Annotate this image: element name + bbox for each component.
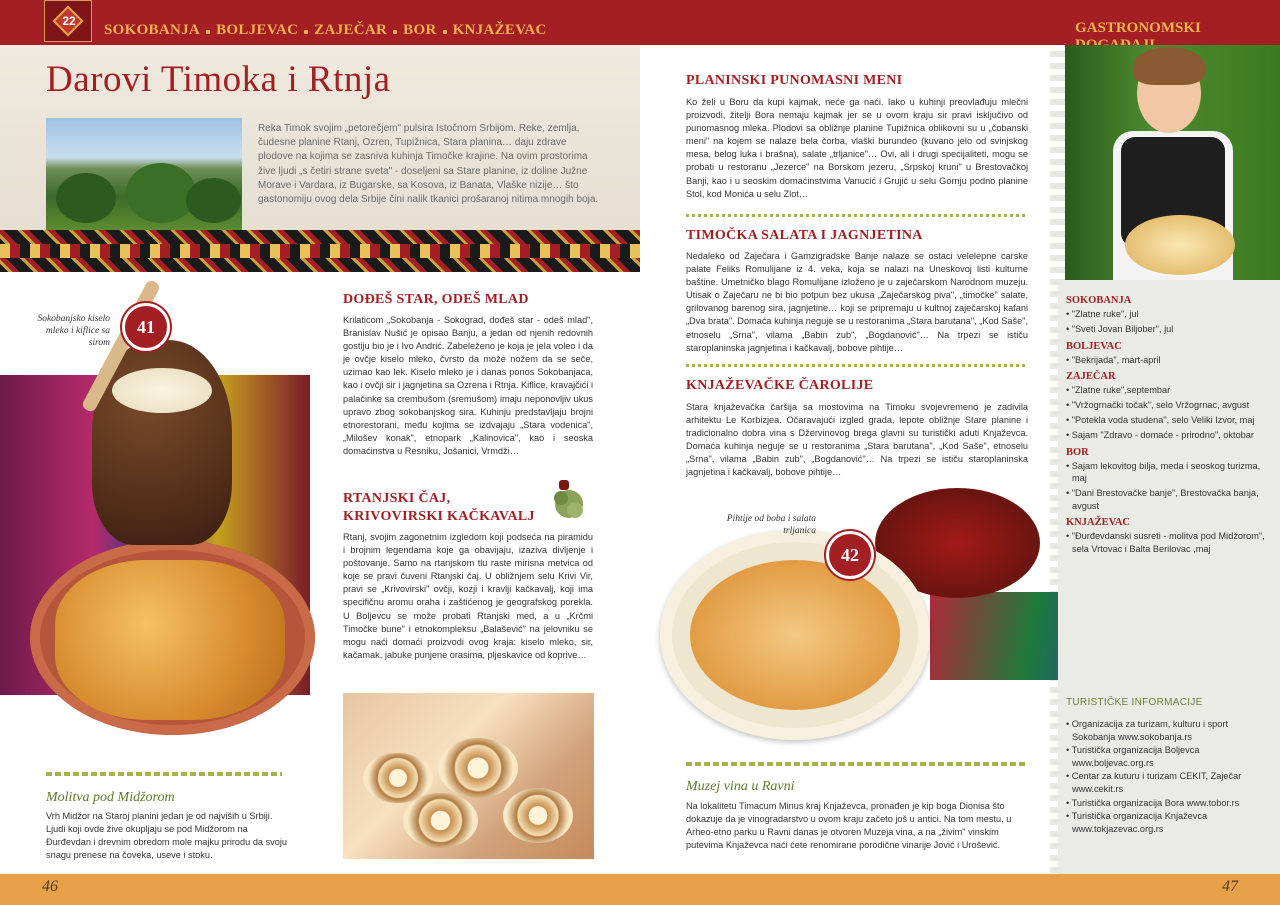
kiflice-photo	[55, 560, 285, 720]
event-region: ZAJEČAR	[1066, 371, 1116, 383]
section-text-dodjes-star: Krilaticom „Sokobanja - Sokograd, dođeš star - odeš mlad", Branislav Nušić je opisao Banju, a jedan od njenih redovnih gostiju bio je i Ivo Andrić. Zabeleženo je koja je jela voleo i da je ovčje kiselo mleko, čvrsto da može nožem da se seče, uzimao kao lek. Kiselo mleko je i danas ponos Sokobanjaca, kao i ovčji sir i jagnjetina sa Ozrena i Rtnja. Kiflice, kravajčići i palačinke sa crembušom (sremušom) imaju neponovljiv ukus upravo zbog sokobanjskog sira. Kuhinju predstavljaju brojni etnorestorani, među kojima se izdvajaju „Stara vodenica", „Milošev konak", etnopark „Kalinovica", kao i seoska domaćinstva u Resniku, Jošanici, Vrmdži…	[343, 315, 593, 456]
section-title-knjazevacke-carolije: KNJAŽEVAČKE ČAROLIJE	[686, 378, 874, 393]
nav-item-sokobanja[interactable]: SOKOBANJA	[104, 22, 201, 38]
tourist-info-item: • Centar za kuturu i turizam CEKIT, Zaječar www.cekit.rs	[1066, 771, 1242, 794]
caption-41: Sokobanjsko kiselo mleko i kiflice sa sirom	[37, 314, 110, 348]
tourist-info-item: • Turistička organizacija Bora www.tobor.rs	[1066, 797, 1240, 808]
region-nav	[104, 22, 547, 40]
landscape-photo	[46, 118, 242, 230]
section-title-planinski-meni: PLANINSKI PUNOMASNI MENI	[686, 73, 903, 88]
event-item: • "Vržogrnački točak", selo Vržogrnac, avgust	[1066, 400, 1250, 411]
section-text-planinski-meni: Ko želi u Boru da kupi kajmak, neće ga naći. Iako u kuhinji preovlađuju mlečni proizvodi, žitelji Bora nemaju kajmak jer se u ovom kraju sir pravi isključivo od punomasnog mleka. Plodovi sa obližnje planine Tupižnica oblikovni su u „čobanski meni" na kojem se nalaze bela čorba, vlaški burundeo (kuvano jelo od svinjskog mesa, belog luka i brašna), salate „trljanice"… Ovi, ali i drugi specijaliteti, mogu se probati u restoranu „Jezerce" na Borskom jezeru, „Srpskoj kruni" u Brestovačkoj Banji, kao i u seoskim domaćinstvima Vanucić i Grujić u selu Gornju podno planine Stol, kod Monića u selu Zlot…	[686, 97, 1028, 199]
event-item: • "Zlatne ruke", jul	[1066, 309, 1139, 319]
tourist-info-list	[1066, 718, 1271, 836]
intro-text: Reka Timok svojim „petorečjem" pulsira Istočnom Srbijom. Reke, zemlja, čudesne planine Rtanj, Ozren, Tupižnica, Stara planina… daju zdrave plodove na kojima se zasniva kuhinja Timočke krajine. Na ovim prostorima žive ljudi „s četiri strane sveta" - doseljeni sa Stare planine, iz doline Južne Morave i Vardara, iz Bugarske, sa Kosova, iz Banata, Vlaške nizije… što gastonomiju ovog dela Srbije čini nalik tkanici prošaranoj nitima mnogih boja.	[258, 123, 599, 206]
section-title-rtanjski-caj: RTANJSKI ČAJ, KRIVOVIRSKI KAČKAVALJ	[343, 491, 535, 524]
divider-dotted	[686, 214, 1028, 217]
tea-cup-icon	[545, 478, 591, 524]
caption-42: Pihtije od boba i salata trljanica	[726, 514, 816, 536]
event-item: • "Zlatne ruke",septembar	[1066, 385, 1171, 396]
page-number-right: 47	[1222, 878, 1238, 895]
divider-wavy	[46, 772, 282, 776]
divider-wavy	[686, 762, 1028, 766]
molitva-text: Vrh Midžor na Staroj planini jedan je od najviših u Srbiji. Ljudi koji ovde žive okupljaju se pod Midžorom na Đurđevdan i drevnim obredom mole majku prirodu da svoju snagu prenese na čoveka, useve i stoku.	[46, 811, 288, 861]
section-text-knjazevacke-carolije: Stara knjaževačka čaršija sa mostovima na Timoku svojevremeno je zadivila arhitektu Le Korbizjea. Očaravajući izgled grada, lepote obližnje Stare planine i tradicionalno dobra vina s Džervinovog brega glavni su turistički aduti Knjaževca. Domaća kuhinja neguje se u restoranima „Stara barutana", „Kod Saše", etnoselu „Srna", vilama „Babin zub", „Bogdanović"… Na trpezi se ističu staroplaninska jagnjetina i kačkavalj, bobove pihtije…	[686, 402, 1028, 478]
chapter-badge: 22	[44, 0, 92, 42]
tourist-info-title: TURISTIČKE INFORMACIJE	[1066, 697, 1203, 708]
kackavalj-photo	[343, 693, 594, 859]
event-item: • "Đurđevdanski susreti - molitva pod Midžorom", sela Vrtovac i Balta Berilovac ,maj	[1066, 531, 1265, 555]
nav-item-knjazevac[interactable]: KNJAŽEVAC	[452, 22, 547, 38]
tourist-info-item: • Turistička organizacija Knjaževca www.tokjazevac.org.rs	[1066, 811, 1208, 834]
event-item: • Sajam "Zdravo - domaće - prirodno", oktobar	[1066, 430, 1254, 441]
boy-with-bread-photo	[1065, 45, 1280, 280]
divider-dotted	[686, 364, 1028, 367]
event-region: BOR	[1066, 446, 1089, 458]
tourist-info-item: • Turistička organizacija Boljevca www.boljevac.org.rs	[1066, 745, 1200, 768]
recipe-badge-42: 42	[826, 531, 874, 579]
event-item: • Sajam lekovitog bilja, meda i seoskog turizma, maj	[1066, 460, 1261, 484]
recipe-badge-41: 41	[122, 303, 170, 351]
event-item: • "Dani Brestovačke banje", Brestovačka banja, avgust	[1066, 488, 1259, 511]
bottom-bar	[0, 874, 1280, 905]
gastro-events-header: GASTRONOMSKI	[1075, 20, 1201, 36]
page-title: Darovi Timoka i Rtnja	[46, 59, 391, 100]
events-list	[1066, 290, 1271, 558]
sour-milk-photo	[112, 368, 212, 413]
nav-item-zajecar[interactable]: ZAJEČAR	[314, 22, 388, 38]
event-region: SOKOBANJA	[1066, 295, 1132, 306]
nav-item-bor[interactable]: BOR	[403, 22, 437, 38]
event-item: • "Bekrijada", mart-april	[1066, 354, 1161, 365]
muzej-text: Na lokalitetu Timacum Minus kraj Knjaževca, pronađen je kip boga Dionisa što dokazuje da je vinogradarstvo u ovom kraju začeto još u antici. Na tom mestu, u Arheo-etno parku u Ravni danas je otvoren Muzeja vina, a na „živim" vinskim putevima Knjaževca naći ćete renomirane porodične vinarije Jović i Urošević.	[686, 801, 1012, 851]
page-number-left: 46	[42, 878, 58, 895]
section-title-dodjes-star: DOĐEŠ STAR, ODEŠ MLAD	[343, 292, 529, 307]
section-text-timocka-salata: Nedaleko od Zaječara i Gamzigradske Banje nalaze se ostaci velelepne carske palate Feliks Romulijane iz 4. veka, koja se nalazi na Uneskovoj listi kulturne baštine. Umetničko blago Romulijane izloženo je u zaječarskom Narodnom muzeju. Utisak o Zaječaru ne bi bio potpun bez ukusa „Zaječarskog piva", „timočke" salate, grilovanog barenog sira, jagnjetine… koji se pripremaju u kultnoj zaječarskoj kafani „Dva brata". Domaća kuhinja neguje se u restoranima „Stara barutana", „Kod Saše", etnoselu „Srna", vilama „Babin zub", „Bogdanović"… Na trpezi se ističu staroplaninska jagnjetina i kačkavalj, bobove pihtije…	[686, 251, 1028, 353]
kilim-border	[0, 230, 640, 272]
tourist-info-item: • Organizacija za turizam, kulturu i sport Sokobanja www.sokobanja.rs	[1066, 719, 1229, 742]
pihtije-photo	[690, 560, 900, 710]
event-item: • "Sveti Jovan Biljober", jul	[1066, 323, 1174, 334]
section-text-rtanjski-caj: Rtanj, svojim zagonetnim izgledom koji podseća na piramidu i brojnim legendama koje ga obavijaju, izaziva divljenje i poštovanje. Samo na rtanjskom tlu raste mirisna metvica od koje se pravi čuveni Rtanjski čaj. U obližnjem selu Krivi Vir, pravi se „Krivovirski" ovčji, kozji i kravlji kačkavalj, koji ima specifičnu aromu oraha i zaštićenog je geografskog porekla. U Boljevcu se može probati Rtanjski med, a u „Krčmi Timočke bune" i etnokompleksu „Balašević" na jelovniku se mogu naći domaći proizvodi ovog kraja: kiselo mleko, sir, kačamak, jabuke punjene orasima, pljeskavice od koprive…	[343, 532, 593, 660]
event-region: KNJAŽEVAC	[1066, 517, 1130, 529]
event-region: BOLJEVAC	[1066, 340, 1122, 352]
molitva-title: Molitva pod Midžorom	[46, 790, 175, 805]
muzej-title: Muzej vina u Ravni	[686, 779, 795, 794]
section-title-timocka-salata: TIMOČKA SALATA I JAGNJETINA	[686, 228, 923, 243]
event-item: • "Potekla voda studena", selo Veliki Izvor, maj	[1066, 415, 1255, 426]
nav-item-boljevac[interactable]: BOLJEVAC	[216, 22, 299, 38]
